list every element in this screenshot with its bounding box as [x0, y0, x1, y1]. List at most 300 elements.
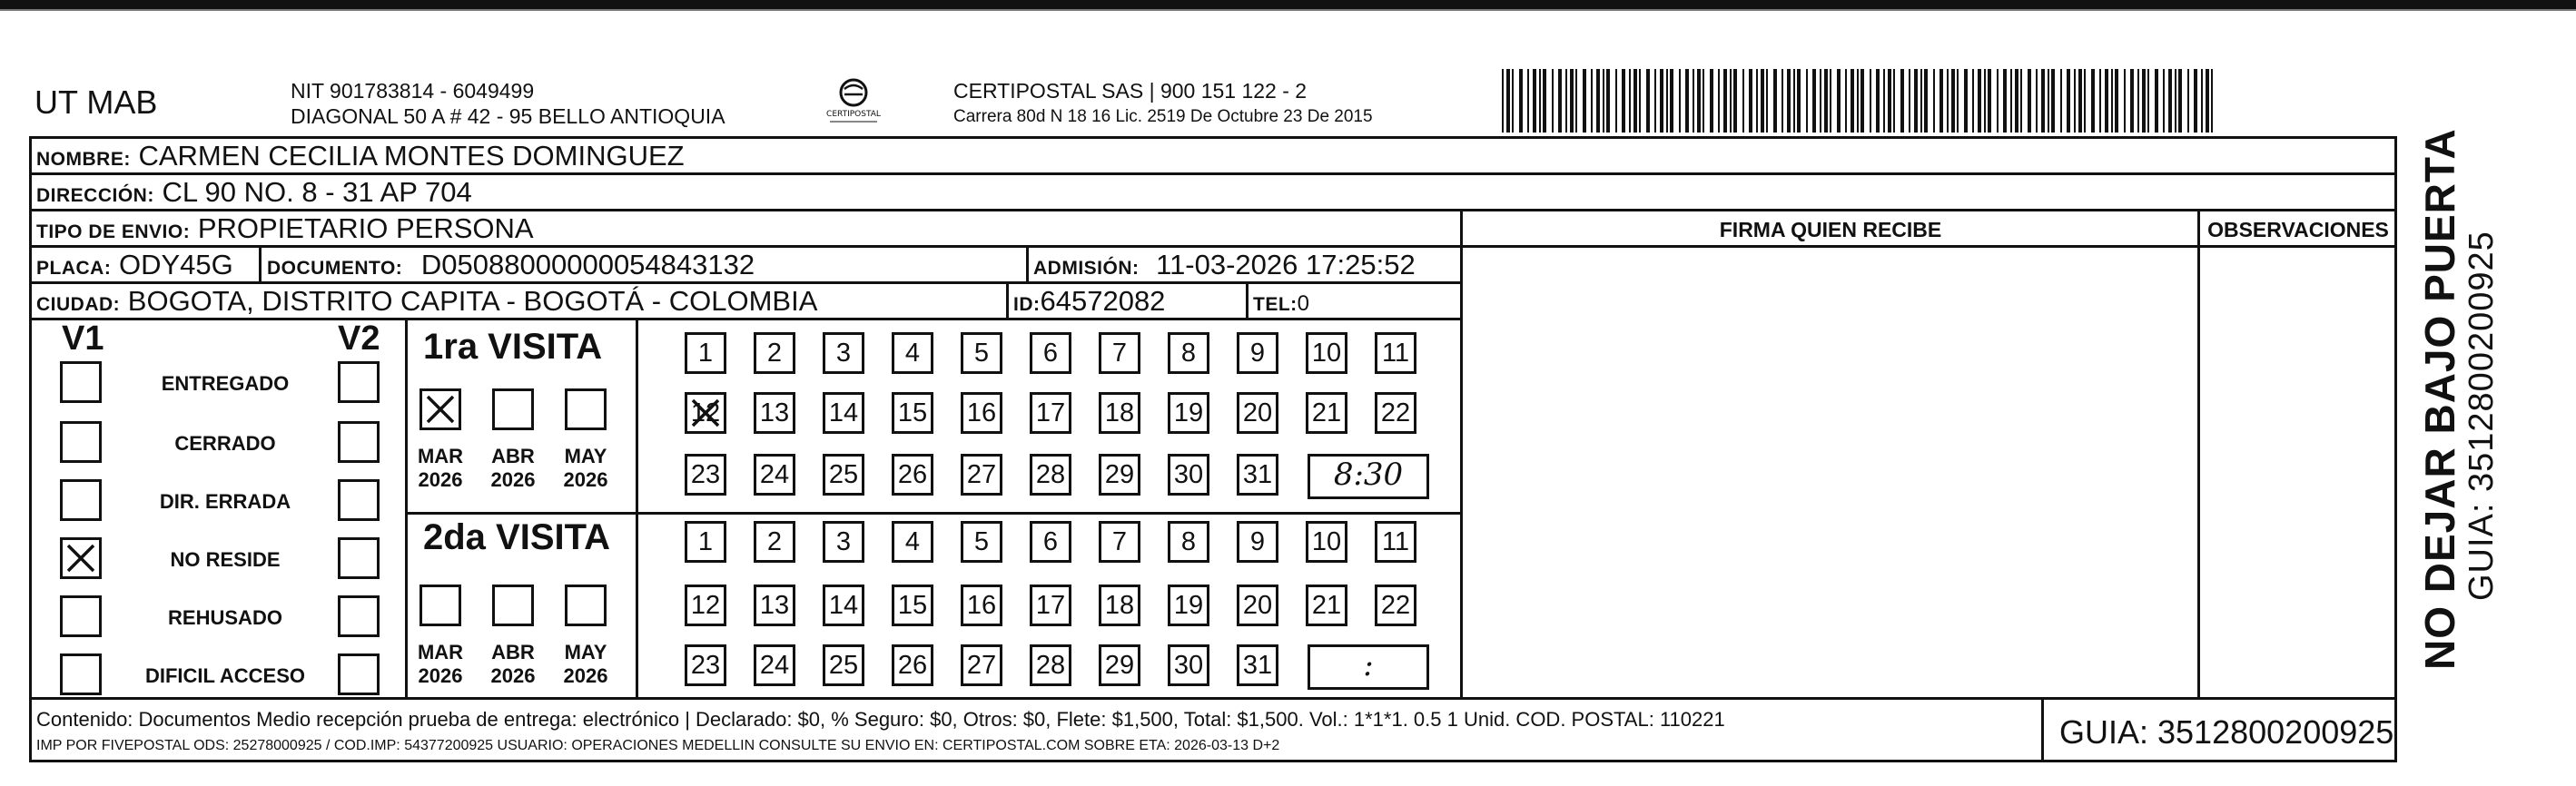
documento-value: D05088000000054843132	[420, 249, 755, 280]
month-label	[407, 641, 474, 688]
barcode-bar	[2115, 69, 2118, 133]
day-number: 28	[1035, 651, 1066, 680]
day-box[interactable]	[1168, 521, 1209, 563]
barcode-bar	[1506, 69, 1510, 133]
day-number: 17	[1035, 398, 1066, 427]
barcode-bar	[1997, 69, 1999, 133]
barcode-bar	[2041, 69, 2045, 133]
side-guia-wrap	[2462, 231, 2502, 601]
day-number: 31	[1242, 651, 1273, 680]
barcode-bar	[2060, 69, 2062, 133]
documento-label: DOCUMENTO:	[267, 258, 403, 279]
day-box[interactable]	[1168, 585, 1209, 626]
barcode-bar	[2036, 69, 2038, 133]
status-label: CERRADO	[174, 432, 276, 455]
day-box[interactable]	[754, 644, 795, 686]
logo-wordmark: CERTIPOSTAL	[826, 110, 881, 119]
day-box[interactable]	[961, 332, 1002, 374]
barcode-bar	[2051, 69, 2055, 133]
status-label: NO RESIDE	[170, 548, 281, 571]
first-visit-title: 1ra VISITA	[423, 327, 603, 367]
day-box[interactable]	[1030, 644, 1071, 686]
day-box[interactable]	[1306, 521, 1347, 563]
day-box[interactable]	[892, 332, 933, 374]
day-number: 20	[1242, 591, 1273, 620]
field-sep	[259, 245, 262, 281]
company-address: DIAGONAL 50 A # 42 - 95 BELLO ANTIOQUIA	[291, 104, 725, 128]
nombre-value: CARMEN CECILIA MONTES DOMINGUEZ	[138, 140, 685, 172]
month-checkbox[interactable]	[419, 388, 461, 430]
day-number: 14	[828, 591, 859, 620]
day-number: 24	[759, 651, 790, 680]
barcode-bar	[2124, 69, 2126, 133]
month-year: 2026	[490, 664, 536, 687]
month-name: ABR	[491, 445, 535, 467]
month-checkbox[interactable]	[565, 388, 607, 430]
certipostal-logo	[817, 76, 890, 127]
barcode-bar	[1685, 69, 1689, 133]
barcode-bar	[1730, 69, 1732, 133]
side-notice: NO DEJAR BAJO PUERTA	[2416, 128, 2463, 670]
placa-label: PLACA:	[36, 258, 112, 279]
day-box[interactable]	[1168, 332, 1209, 374]
day-box[interactable]	[685, 332, 726, 374]
placa-row	[36, 250, 233, 284]
barcode-bar	[1978, 69, 1981, 133]
id-value: 64572082	[1040, 285, 1166, 317]
day-box[interactable]	[961, 454, 1002, 496]
day-box[interactable]	[1375, 332, 1416, 374]
barcode-bar	[1749, 69, 1752, 133]
tel-label: TEL:	[1253, 294, 1298, 315]
day-box[interactable]	[685, 644, 726, 686]
barcode-bar	[1639, 69, 1641, 133]
day-number: 8	[1180, 527, 1197, 556]
day-number: 13	[759, 591, 790, 620]
barcode-bar	[1710, 69, 1713, 133]
barcode-bar	[2099, 69, 2101, 133]
day-box[interactable]	[685, 521, 726, 563]
v2-checkbox[interactable]	[338, 421, 380, 463]
day-number: 2	[766, 339, 783, 368]
day-box[interactable]	[754, 585, 795, 626]
day-box[interactable]	[892, 644, 933, 686]
barcode-bar	[1502, 69, 1504, 133]
direccion-value: CL 90 NO. 8 - 31 AP 704	[162, 176, 472, 208]
barcode-bar	[1570, 69, 1574, 133]
v1-checkbox[interactable]	[60, 421, 102, 463]
barcode-bar	[1558, 69, 1562, 133]
v2-checkbox[interactable]	[338, 537, 380, 579]
field-sep	[1246, 281, 1249, 318]
barcode-bar	[1820, 69, 1821, 133]
ciudad-row	[36, 286, 817, 320]
day-number: 20	[1242, 398, 1273, 427]
day-number: 25	[828, 651, 859, 680]
day-number: 18	[1104, 398, 1135, 427]
day-box[interactable]	[1306, 332, 1347, 374]
month-year: 2026	[490, 468, 536, 491]
footer-guia: GUIA: 3512800200925	[2059, 713, 2394, 751]
barcode-bar	[1527, 69, 1529, 133]
barcode-bar	[2194, 69, 2197, 133]
firma-header: FIRMA QUIEN RECIBE	[1719, 218, 1942, 241]
barcode-bar	[1860, 69, 1864, 133]
month-name: MAY	[564, 641, 607, 663]
day-box[interactable]	[1237, 585, 1278, 626]
day-box[interactable]	[1237, 521, 1278, 563]
month-year: 2026	[563, 468, 608, 491]
day-number: 4	[904, 339, 921, 368]
barcode-bar	[1718, 69, 1720, 133]
barcode-bar	[1914, 69, 1918, 133]
day-number: 9	[1249, 339, 1266, 368]
day-number: 22	[1380, 398, 1411, 427]
visit-sep	[636, 318, 638, 697]
day-number: 26	[897, 651, 928, 680]
barcode-bar	[1756, 69, 1758, 133]
day-box[interactable]	[961, 585, 1002, 626]
barcode-bar	[1893, 69, 1895, 133]
day-number: 16	[966, 398, 997, 427]
barcode-bar	[1761, 69, 1764, 133]
day-box[interactable]	[1030, 521, 1071, 563]
day-number: 14	[828, 398, 859, 427]
day-box[interactable]	[1030, 585, 1071, 626]
admision-row	[1033, 250, 1416, 284]
month-year: 2026	[418, 468, 463, 491]
day-number: 9	[1249, 527, 1266, 556]
barcode-bar	[1824, 69, 1828, 133]
observaciones-header: OBSERVACIONES	[2207, 218, 2389, 241]
day-box[interactable]	[823, 454, 864, 496]
month-name: MAY	[564, 445, 607, 467]
day-box[interactable]	[1099, 521, 1140, 563]
day-box[interactable]	[1030, 454, 1071, 496]
v2-checkbox[interactable]	[338, 653, 380, 695]
month-checkbox[interactable]	[492, 585, 534, 626]
day-box[interactable]	[754, 454, 795, 496]
v1-checkbox[interactable]	[60, 361, 102, 403]
day-number: 27	[966, 460, 997, 489]
barcode-bar	[1703, 69, 1704, 133]
day-box[interactable]	[1030, 332, 1071, 374]
row-line	[1462, 245, 2397, 248]
barcode-bar	[1984, 69, 1986, 133]
barcode-bar	[1837, 69, 1841, 133]
side-guia: GUIA: 3512800200925	[2462, 231, 2501, 601]
day-number: 8	[1180, 339, 1197, 368]
month-name: MAR	[417, 445, 464, 467]
barcode-bar	[2163, 69, 2165, 133]
barcode-bar	[1519, 69, 1523, 133]
day-box[interactable]	[1375, 585, 1416, 626]
barcode-bar	[1654, 69, 1656, 133]
v1-checkbox[interactable]	[60, 653, 102, 695]
scan-top-edge	[0, 0, 2576, 9]
month-label	[552, 445, 619, 492]
day-number: 5	[973, 527, 990, 556]
day-number: 6	[1042, 339, 1059, 368]
barcode-bar	[1797, 69, 1801, 133]
day-box[interactable]	[1237, 392, 1278, 434]
month-year: 2026	[563, 664, 608, 687]
barcode-bar	[1870, 69, 1871, 133]
day-box[interactable]	[1099, 585, 1140, 626]
day-box[interactable]	[754, 521, 795, 563]
day-check-mark	[687, 395, 724, 441]
direccion-label: DIRECCIÓN:	[36, 185, 154, 206]
barcode-bar	[2084, 69, 2086, 133]
day-box[interactable]	[1168, 644, 1209, 686]
day-box[interactable]	[961, 392, 1002, 434]
month-checkbox[interactable]	[565, 585, 607, 626]
status-label: ENTREGADO	[161, 372, 290, 395]
carrier-name: CERTIPOSTAL SAS | 900 151 122 - 2	[953, 79, 1308, 103]
barcode-bar	[1851, 69, 1854, 133]
tel-row	[1253, 286, 1309, 320]
v1-checkbox[interactable]	[60, 479, 102, 521]
day-box[interactable]	[1237, 644, 1278, 686]
day-number: 18	[1104, 591, 1135, 620]
footer-imp: IMP POR FIVEPOSTAL ODS: 25278000925 / COD.IMP: 54377200925 USUARIO: OPERACIONES MEDELLIN CONSULTE SU ENVIO EN: CERTIPOSTAL.COM SOBRE ETA: 2026-03-13 D+2	[36, 738, 1280, 753]
barcode-bar	[1773, 69, 1777, 133]
barcode-bar	[1629, 69, 1631, 133]
barcode-bar	[2211, 69, 2213, 133]
barcode-bar	[2130, 69, 2134, 133]
status-label: DIR. ERRADA	[159, 490, 291, 513]
day-number: 1	[697, 339, 714, 368]
barcode-bar	[2178, 69, 2182, 133]
day-number: 30	[1173, 651, 1204, 680]
company-nit: NIT 901783814 - 6049499	[291, 79, 535, 103]
day-number: 23	[690, 651, 721, 680]
day-number: 23	[690, 460, 721, 489]
day-number: 3	[835, 527, 852, 556]
time-box[interactable]	[1308, 644, 1429, 690]
day-box[interactable]	[892, 585, 933, 626]
day-box[interactable]	[1099, 392, 1140, 434]
barcode-bar	[1512, 69, 1514, 133]
day-box[interactable]	[1168, 392, 1209, 434]
barcode-bar	[2187, 69, 2189, 133]
nombre-row	[36, 141, 685, 175]
month-checkbox[interactable]	[492, 388, 534, 430]
barcode-bar	[2028, 69, 2031, 133]
company-name: UT MAB	[35, 84, 158, 121]
barcode-bar	[1939, 69, 1943, 133]
day-number: 7	[1111, 527, 1128, 556]
time-value: :	[1363, 647, 1374, 683]
barcode-bar	[2168, 69, 2172, 133]
day-box[interactable]	[823, 521, 864, 563]
day-box[interactable]	[685, 585, 726, 626]
day-box[interactable]	[1237, 332, 1278, 374]
day-number: 25	[828, 460, 859, 489]
day-box[interactable]	[1168, 454, 1209, 496]
barcode-bar	[2137, 69, 2139, 133]
month-label	[479, 641, 547, 688]
barcode-bar	[2206, 69, 2209, 133]
day-box[interactable]	[823, 585, 864, 626]
barcode-bar	[2048, 69, 2049, 133]
barcode-bar	[1812, 69, 1816, 133]
day-box[interactable]	[892, 392, 933, 434]
col-line	[2197, 209, 2200, 699]
day-number: 11	[1381, 339, 1410, 368]
tipo-label: TIPO DE ENVIO:	[36, 221, 191, 242]
day-box[interactable]	[754, 332, 795, 374]
barcode-bar	[1951, 69, 1955, 133]
day-box[interactable]	[823, 392, 864, 434]
day-box[interactable]	[1306, 585, 1347, 626]
day-number: 27	[966, 651, 997, 680]
tipo-value: PROPIETARIO PERSONA	[197, 212, 534, 244]
barcode-bar	[2142, 69, 2146, 133]
barcode-bar	[1565, 69, 1567, 133]
day-box[interactable]	[961, 644, 1002, 686]
barcode-bar	[2074, 69, 2076, 133]
visit-mid-line	[405, 512, 1462, 515]
field-sep	[1006, 281, 1009, 318]
nombre-label: NOMBRE:	[36, 149, 131, 170]
barcode-bar	[1660, 69, 1663, 133]
placa-value: ODY45G	[118, 249, 233, 280]
day-box[interactable]	[1099, 454, 1140, 496]
barcode-bar	[1787, 69, 1791, 133]
day-box[interactable]	[892, 521, 933, 563]
barcode-bar	[1606, 69, 1610, 133]
barcode-bar	[1533, 69, 1536, 133]
status-label: DIFICIL ACCESO	[144, 664, 305, 687]
day-number: 2	[766, 527, 783, 556]
barcode-bar	[2010, 69, 2012, 133]
barcode-bar	[2105, 69, 2108, 133]
tel-value: 0	[1297, 291, 1310, 316]
day-box[interactable]	[892, 454, 933, 496]
day-box[interactable]	[685, 392, 726, 434]
day-number: 30	[1173, 460, 1204, 489]
v2-checkbox[interactable]	[338, 361, 380, 403]
month-label	[479, 445, 547, 492]
barcode-bar	[1909, 69, 1910, 133]
barcode-bar	[1957, 69, 1959, 133]
col-line	[1460, 209, 1463, 699]
day-number: 10	[1311, 339, 1342, 368]
barcode-bar	[1552, 69, 1554, 133]
barcode-bar	[2015, 69, 2018, 133]
day-number: 7	[1111, 339, 1128, 368]
id-row	[1013, 286, 1165, 320]
admision-value: 11-03-2026 17:25:52	[1156, 249, 1416, 280]
day-number: 1	[697, 527, 714, 556]
barcode-bar	[2201, 69, 2203, 133]
barcode-bar	[2078, 69, 2082, 133]
day-box[interactable]	[1375, 521, 1416, 563]
day-number: 24	[759, 460, 790, 489]
day-box[interactable]	[823, 644, 864, 686]
barcode-bar	[1830, 69, 1831, 133]
second-visit-title: 2da VISITA	[423, 517, 610, 557]
barcode-bar	[1845, 69, 1847, 133]
barcode-bar	[1806, 69, 1808, 133]
day-box[interactable]	[1030, 392, 1071, 434]
barcode-bar	[1733, 69, 1737, 133]
footer-content: Contenido: Documentos Medio recepción prueba de entrega: electrónico | Declarado: $0, % Seguro: $0, Otros: $0, Flete: $1,500, Total: $1,500. Vol.: 1*1*1. 0.5 1 Unid. COD. POSTAL: 110221	[36, 708, 1725, 731]
month-label	[407, 445, 474, 492]
field-sep	[1026, 245, 1029, 281]
day-number: 17	[1035, 591, 1066, 620]
day-box[interactable]	[1099, 332, 1140, 374]
barcode-bar	[1666, 69, 1668, 133]
barcode-bar	[1947, 69, 1949, 133]
v2-checkbox[interactable]	[338, 479, 380, 521]
barcode-bar	[1615, 69, 1617, 133]
barcode-bar	[1539, 69, 1541, 133]
barcode-bar	[1633, 69, 1637, 133]
barcode-bar	[1742, 69, 1744, 133]
day-number: 11	[1381, 527, 1410, 556]
day-number: 19	[1173, 591, 1204, 620]
day-number: 29	[1104, 460, 1135, 489]
barcode-bar	[2003, 69, 2007, 133]
barcode-bar	[1697, 69, 1701, 133]
day-box[interactable]	[1237, 454, 1278, 496]
time-box[interactable]	[1308, 454, 1429, 499]
barcode	[1498, 69, 2225, 133]
day-number: 21	[1311, 398, 1342, 427]
day-number: 15	[897, 591, 928, 620]
day-number: 16	[966, 591, 997, 620]
day-number: 15	[897, 398, 928, 427]
barcode-bar	[1876, 69, 1880, 133]
day-box[interactable]	[1375, 392, 1416, 434]
day-box[interactable]	[823, 332, 864, 374]
barcode-bar	[1888, 69, 1891, 133]
barcode-bar	[2147, 69, 2149, 133]
day-box[interactable]	[961, 521, 1002, 563]
day-box[interactable]	[1099, 644, 1140, 686]
day-box[interactable]	[1306, 392, 1347, 434]
barcode-bar	[1591, 69, 1593, 133]
v1-checkbox[interactable]	[60, 595, 102, 637]
barcode-bar	[1622, 69, 1625, 133]
day-number: 28	[1035, 460, 1066, 489]
barcode-bar	[2175, 69, 2176, 133]
v1-checkbox[interactable]	[60, 537, 102, 579]
day-number: 22	[1380, 591, 1411, 620]
id-label: ID:	[1013, 294, 1041, 315]
day-box[interactable]	[685, 454, 726, 496]
day-number: 3	[835, 339, 852, 368]
v2-checkbox[interactable]	[338, 595, 380, 637]
barcode-bar	[1781, 69, 1783, 133]
scan-top-edge-shadow	[0, 9, 2576, 11]
day-box[interactable]	[754, 392, 795, 434]
day-number: 6	[1042, 527, 1059, 556]
v2-heading: V2	[338, 319, 380, 358]
month-label	[552, 641, 619, 688]
day-number: 5	[973, 339, 990, 368]
day-number: 29	[1104, 651, 1135, 680]
barcode-bar	[1596, 69, 1600, 133]
month-checkbox[interactable]	[419, 585, 461, 626]
barcode-bar	[1543, 69, 1546, 133]
barcode-bar	[1920, 69, 1922, 133]
month-year: 2026	[418, 664, 463, 687]
day-number: 13	[759, 398, 790, 427]
barcode-bar	[1857, 69, 1859, 133]
